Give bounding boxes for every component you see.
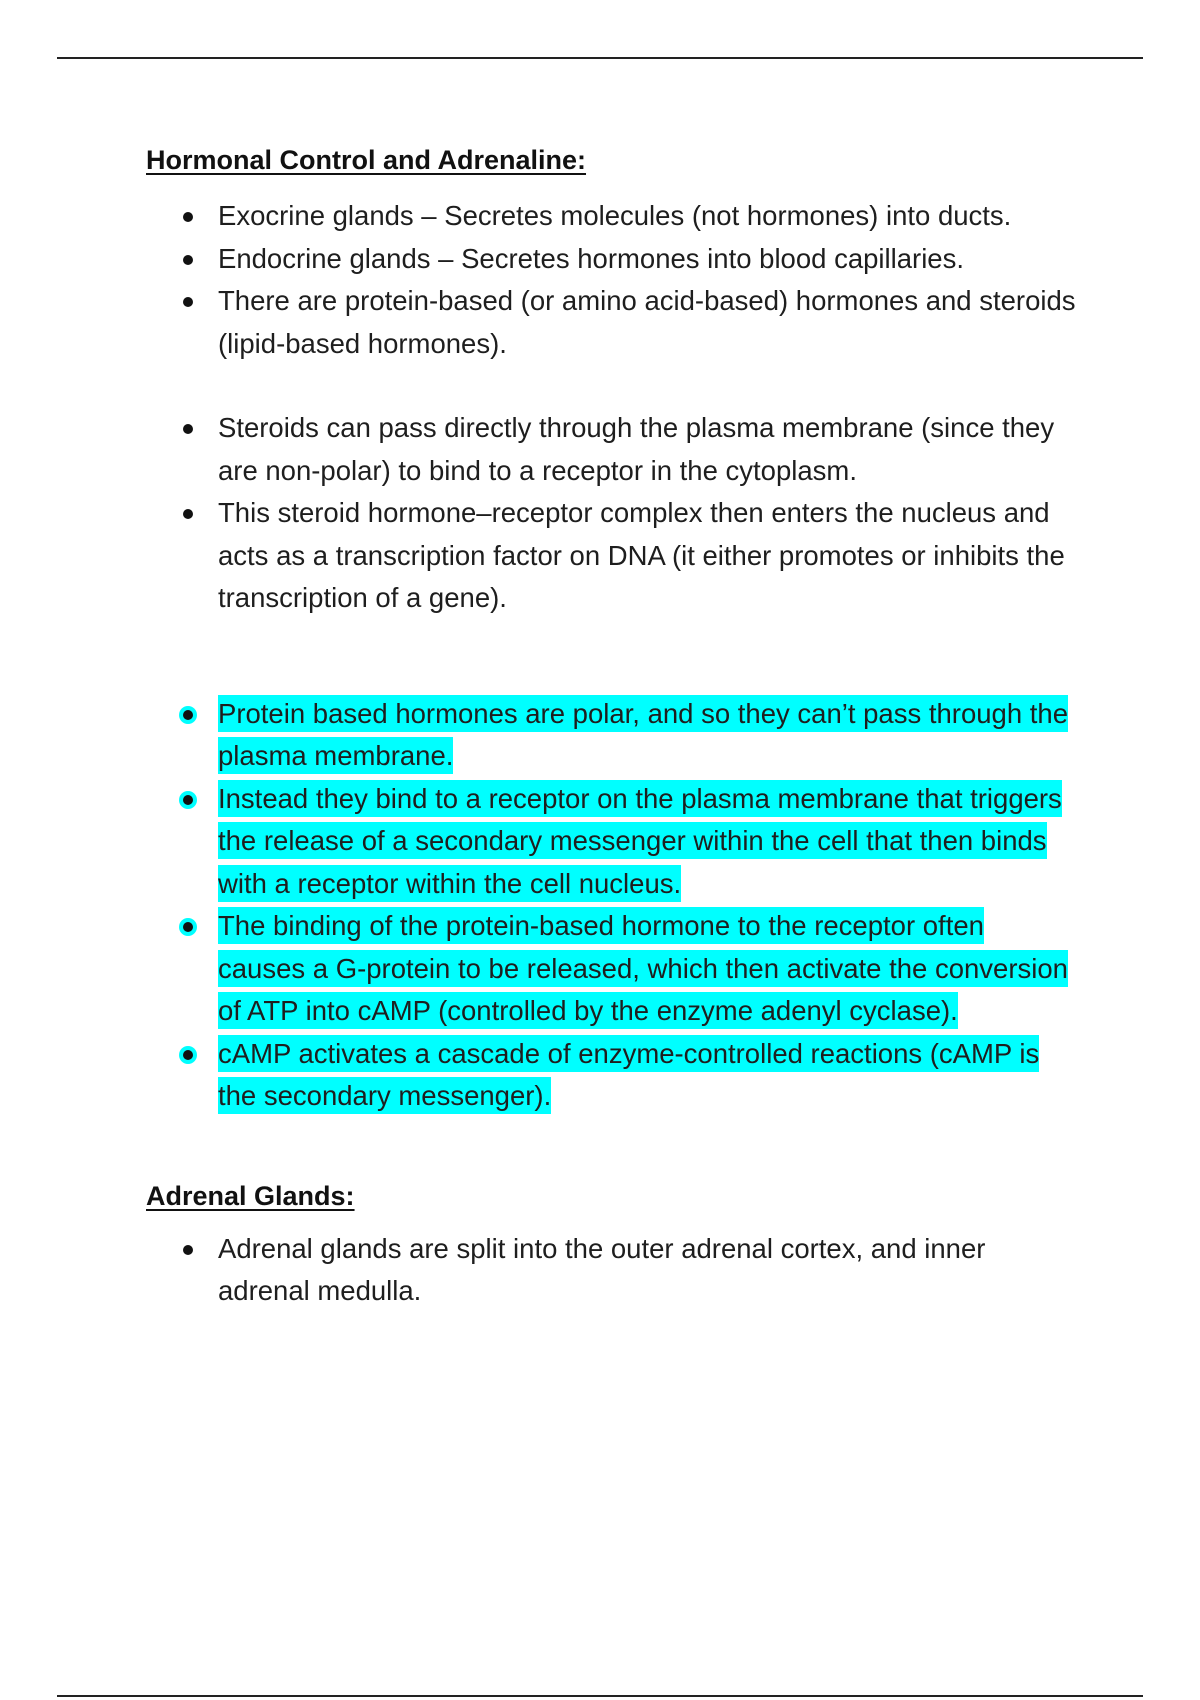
list-item [146, 1228, 1076, 1313]
highlighted-text: Instead they bind to a receptor on the plasma membrane that triggers the release of a secondary messenger within the cell that then binds with a receptor within the cell nucleus. [218, 780, 1062, 902]
bullet-icon [183, 509, 193, 519]
list-item-text: Exocrine glands – Secretes molecules (not hormones) into ducts. [218, 200, 1012, 231]
list-item [146, 238, 1076, 281]
list-item [146, 492, 1076, 620]
bullet-icon [183, 212, 193, 222]
list-item [146, 905, 1076, 1033]
section-heading-hormonal-control: Hormonal Control and Adrenaline: [146, 145, 587, 175]
highlighted-text: The binding of the protein-based hormone to the receptor often causes a G-protein to be released, which then activate the conversion of ATP into cAMP (controlled by the enzyme adenyl cyclase). [218, 907, 1068, 1029]
list-item [146, 280, 1076, 365]
list-item [146, 1033, 1076, 1118]
page-content [146, 140, 1076, 1313]
list-item-text: This steroid hormone–receptor complex then enters the nucleus and acts as a transcription factor on DNA (it either promotes or inhibits the transcription of a gene). [218, 497, 1065, 613]
bullet-list-glands [146, 195, 1076, 365]
list-item [146, 693, 1076, 778]
bullet-icon [183, 922, 193, 932]
list-item-text: There are protein-based (or amino acid-based) hormones and steroids (lipid-based hormones). [218, 285, 1076, 359]
bullet-icon [183, 297, 193, 307]
bullet-icon [183, 710, 193, 720]
list-item-text: Adrenal glands are split into the outer adrenal cortex, and inner adrenal medulla. [218, 1232, 986, 1306]
footer-rule [57, 1695, 1143, 1697]
highlighted-text: Protein based hormones are polar, and so they can’t pass through the plasma membrane. [218, 695, 1068, 775]
list-item [146, 407, 1076, 492]
list-item-text: Steroids can pass directly through the plasma membrane (since they are non-polar) to bind to a receptor in the cytoplasm. [218, 412, 1055, 486]
bullet-list-protein-hormones-highlighted [146, 693, 1076, 1118]
bullet-icon [183, 1050, 193, 1060]
highlighted-text: cAMP activates a cascade of enzyme-controlled reactions (cAMP is the secondary messenger). [218, 1035, 1039, 1115]
bullet-list-adrenal [146, 1228, 1076, 1313]
bullet-icon [183, 795, 193, 805]
bullet-icon [183, 1245, 193, 1255]
bullet-icon [183, 255, 193, 265]
list-item-text: Endocrine glands – Secretes hormones into blood capillaries. [218, 242, 964, 274]
section-heading-adrenal-glands: Adrenal Glands: [146, 1180, 355, 1211]
bullet-icon [183, 424, 193, 434]
header-rule [57, 57, 1143, 59]
list-item [146, 195, 1076, 238]
list-item [146, 778, 1076, 906]
bullet-list-steroids [146, 407, 1076, 620]
